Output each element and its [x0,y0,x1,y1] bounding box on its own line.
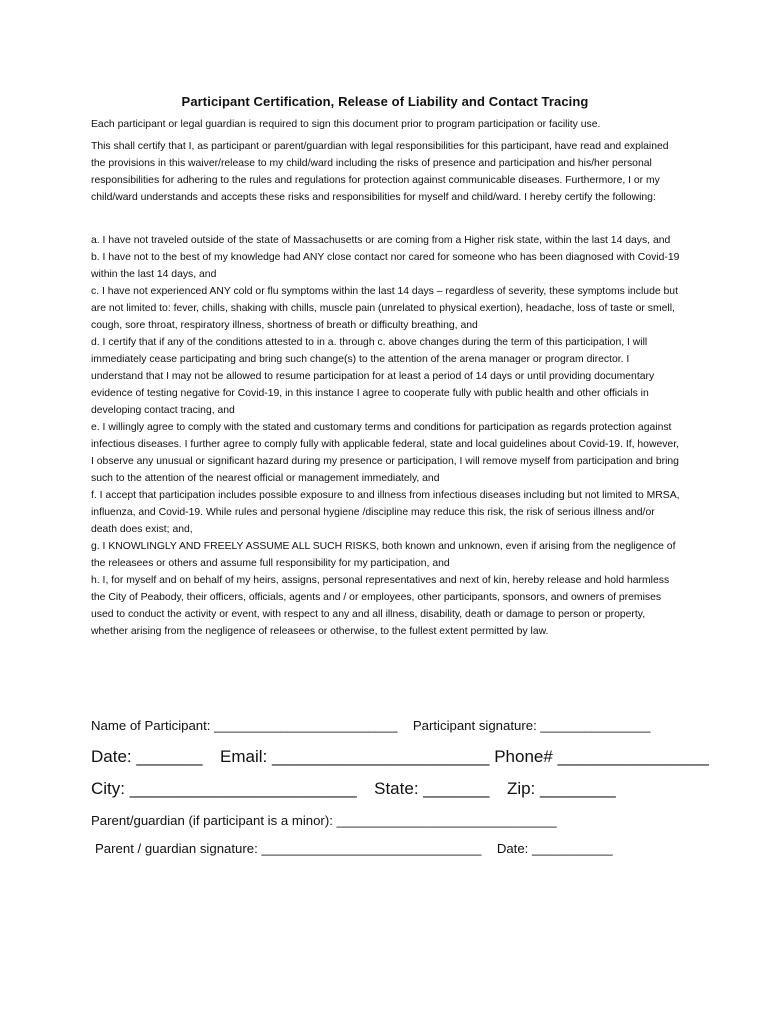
email-field[interactable]: _______________________ [272,747,490,766]
item-a: a. I have not traveled outside of the state of Massachusetts or are coming from a Higher risk state, within the last 14 days, and [91,235,671,246]
guardian-signature-row [95,841,695,856]
city-label: City: [91,779,125,798]
certification-items [91,232,681,640]
signature-label: Participant signature: [412,718,537,733]
state-label: State: [374,779,419,798]
guardian-date-label: Date: [496,841,529,856]
guardian-field[interactable]: ______________________________ [336,813,557,828]
guardian-date-field[interactable]: ___________ [532,841,613,856]
guardian-label: Parent/guardian (if participant is a minor): [91,813,333,828]
address-row [91,779,691,799]
email-label: Email: [220,747,268,766]
zip-field[interactable]: ________ [540,779,616,798]
intro-paragraph: Each participant or legal guardian is required to sign this document prior to program participation or facility use. [91,119,601,130]
signature-field[interactable]: _______________ [540,718,651,733]
state-field[interactable]: _______ [423,779,490,798]
date-field[interactable]: _______ [136,747,203,766]
name-field[interactable]: _________________________ [214,718,398,733]
participant-row [91,718,691,733]
item-f: f. I accept that participation includes possible exposure to and illness from infectious diseases including but not limited to MRSA, influenza, and Covid-19. While rules and personal hygiene /discipline may reduce this risk, the risk of serious illness and/or death does exist; and, [91,490,680,535]
city-field[interactable]: ________________________ [129,779,357,798]
name-label: Name of Participant: [91,718,211,733]
item-b: b. I have not to the best of my knowledge had ANY close contact nor cared for someone who has been diagnosed with Covid-19 within the last 14 days, and [91,252,680,280]
guardian-signature-label: Parent / guardian signature: [95,841,258,856]
phone-label: Phone# [494,747,553,766]
certification-paragraph: This shall certify that I, as participant or parent/guardian with legal responsibilities for this participant, have read and explained the provisions in this waiver/release to my child/ward including the risks of presence and participation and his/her personal responsibilities for adhering to the rules and regulations for protection against communicable diseases. Furthermore, I or my child/ward understands and accepts these risks and responsibilities for myself and child/ward. I hereby certify the following: [91,141,669,203]
document-title: Participant Certification, Release of Liability and Contact Tracing [181,94,589,109]
contact-row [91,747,709,767]
guardian-signature-field[interactable]: ______________________________ [261,841,482,856]
item-h: h. I, for myself and on behalf of my heirs, assigns, personal representatives and next of kin, hereby release and hold harmless the City of Peabody, their officers, officials, agents and / or employees, other participants, sponsors, and owners of premises used to conduct the activity or event, with respect to any and all illness, disability, death or damage to person or property, whether arising from the negligence of releasees or otherwise, to the fullest extent permitted by law. [91,575,670,637]
zip-label: Zip: [506,779,536,798]
item-g: g. I KNOWLINGLY AND FREELY ASSUME ALL SUCH RISKS, both known and unknown, even if arising from the negligence of the releasees or others and assume full responsibility for my participation, and [91,541,676,569]
item-c: c. I have not experienced ANY cold or flu symptoms within the last 14 days – regardless of severity, these symptoms include but are not limited to: fever, chills, shaking with chills, muscle pain (unrelated to physical exertion), headache, loss of taste or smell, cough, sore throat, respiratory illness, shortness of breath or difficulty breathing, and [91,286,678,331]
date-label: Date: [91,747,132,766]
item-d: d. I certify that if any of the conditions attested to in a. through c. above changes during the term of this participation, I will immediately cease participating and bring such change(s) to the attention of the arena manager or program director. I understand that I may not be allowed to resume participation for at least a period of 14 days or until providing documentary evidence of testing negative for Covid-19, in this instance I agree to cooperate fully with public health and other officials in developing contact tracing, and [91,337,655,416]
phone-field[interactable]: ________________ [557,747,709,766]
item-e: e. I willingly agree to comply with the stated and customary terms and conditions for participation as regards protection against infectious diseases. I further agree to comply fully with applicable federal, state and local guidelines about Covid-19. If, however, I observe any unusual or significant hazard during my presence or participation, I will remove myself from participation and bring such to the attention of the nearest official or management immediately, and [91,422,679,484]
guardian-row [91,813,691,828]
